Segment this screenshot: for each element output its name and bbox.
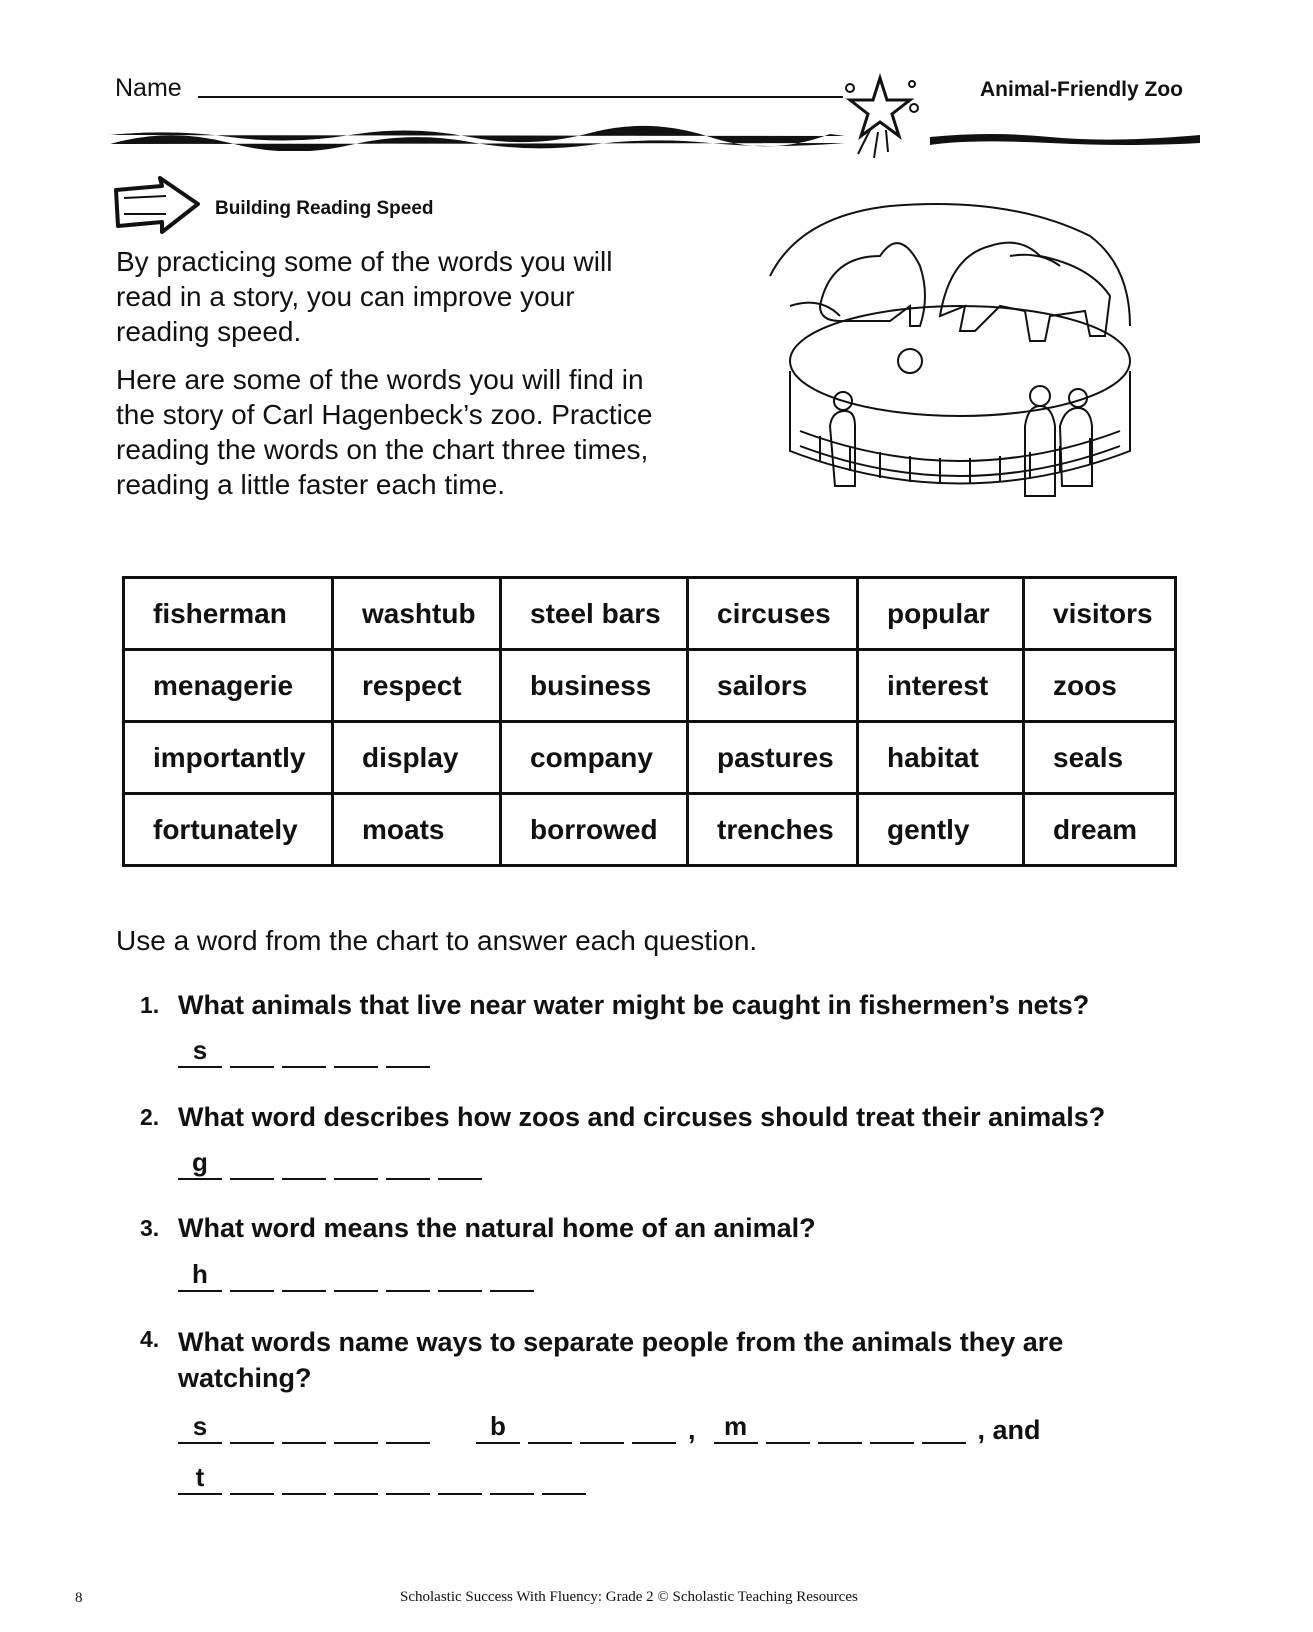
word-cell: company (501, 722, 688, 794)
word-cell: washtub (333, 578, 501, 650)
intro-paragraph-2: Here are some of the words you will find in the story of Carl Hagenbeck’s zoo. Practice reading the words on the chart three times, reading a little faster each time. (116, 364, 653, 500)
answer-blank[interactable] (230, 1036, 274, 1068)
footer-credit: Scholastic Success With Fluency: Grade 2 © Scholastic Teaching Resources (400, 1589, 858, 1605)
answer-letter: b (476, 1412, 520, 1444)
answer-blank[interactable] (230, 1260, 274, 1292)
answer-blanks[interactable] (178, 1036, 438, 1068)
word-cell: dream (1024, 794, 1176, 866)
answer-blank[interactable] (386, 1260, 430, 1292)
answer-blank[interactable] (282, 1260, 326, 1292)
answer-blank[interactable] (386, 1412, 430, 1444)
answer-letter: s (178, 1412, 222, 1444)
intro-paragraph-1: By practicing some of the words you will read in a story, you can improve your reading speed. (116, 246, 613, 347)
table-row (124, 722, 1176, 794)
answer-blank[interactable] (632, 1412, 676, 1444)
answer-blank[interactable] (922, 1412, 966, 1444)
answer-blank[interactable] (438, 1463, 482, 1495)
word-cell: habitat (858, 722, 1024, 794)
word-cell: circuses (688, 578, 858, 650)
answer-letter: t (178, 1463, 222, 1495)
word-cell: display (333, 722, 501, 794)
answer-blank[interactable] (334, 1036, 378, 1068)
word-cell: zoos (1024, 650, 1176, 722)
answer-blank[interactable] (528, 1412, 572, 1444)
answer-blank[interactable] (334, 1412, 378, 1444)
word-cell: sailors (688, 650, 858, 722)
word-cell: steel bars (501, 578, 688, 650)
answer-letter: g (178, 1148, 222, 1180)
word-cell: popular (858, 578, 1024, 650)
word-chart (122, 576, 1177, 867)
answer-letter: m (714, 1412, 758, 1444)
answer-blank[interactable] (870, 1412, 914, 1444)
worksheet-title: Animal-Friendly Zoo (980, 78, 1184, 101)
answer-blank[interactable] (282, 1036, 326, 1068)
answer-letter: s (178, 1036, 222, 1068)
answer-blank[interactable] (766, 1412, 810, 1444)
answer-blanks[interactable] (178, 1463, 594, 1495)
section-heading: Building Reading Speed (215, 198, 434, 219)
word-cell: trenches (688, 794, 858, 866)
word-cell: fisherman (124, 578, 333, 650)
answer-blank[interactable] (282, 1463, 326, 1495)
polar-bear-illustration (760, 196, 1160, 541)
name-label: Name (115, 74, 182, 102)
table-row (124, 794, 1176, 866)
answer-blank[interactable] (230, 1412, 274, 1444)
question-number: 2. (140, 1104, 160, 1130)
page-number: 8 (75, 1590, 83, 1606)
answer-blank[interactable] (386, 1463, 430, 1495)
answer-blank[interactable] (282, 1148, 326, 1180)
answer-blanks[interactable] (178, 1260, 542, 1292)
question-number: 1. (140, 992, 160, 1018)
answer-blank[interactable] (580, 1412, 624, 1444)
answer-blanks[interactable] (178, 1412, 1059, 1444)
instruction-text: Use a word from the chart to answer each question. (116, 925, 758, 956)
word-cell: importantly (124, 722, 333, 794)
answer-blanks[interactable] (178, 1148, 490, 1180)
word-cell: visitors (1024, 578, 1176, 650)
word-cell: business (501, 650, 688, 722)
word-cell: fortunately (124, 794, 333, 866)
table-row (124, 578, 1176, 650)
decorative-rule (110, 125, 1200, 151)
word-cell: menagerie (124, 650, 333, 722)
word-cell: moats (333, 794, 501, 866)
answer-blank[interactable] (334, 1260, 378, 1292)
word-cell: interest (858, 650, 1024, 722)
question-number: 4. (140, 1326, 160, 1352)
answer-blank[interactable] (818, 1412, 862, 1444)
answer-blank[interactable] (282, 1412, 326, 1444)
table-row (124, 650, 1176, 722)
question-text: What word describes how zoos and circuses should treat their animals? (178, 1102, 1106, 1132)
answer-letter: h (178, 1260, 222, 1292)
and-text: , and (977, 1415, 1041, 1445)
answer-blank[interactable] (386, 1148, 430, 1180)
question-text: What words name ways to separate people from the animals they are watching? (178, 1327, 1064, 1393)
answer-blank[interactable] (230, 1463, 274, 1495)
answer-blank[interactable] (542, 1463, 586, 1495)
question-text: What animals that live near water might be caught in fishermen’s nets? (178, 990, 1090, 1020)
arrow-icon (112, 176, 202, 236)
answer-blank[interactable] (386, 1036, 430, 1068)
comma: , (688, 1415, 696, 1445)
word-cell: respect (333, 650, 501, 722)
answer-blank[interactable] (438, 1260, 482, 1292)
name-write-line[interactable] (198, 96, 843, 98)
answer-blank[interactable] (230, 1148, 274, 1180)
answer-blank[interactable] (490, 1463, 534, 1495)
question-number: 3. (140, 1215, 160, 1241)
word-cell: gently (858, 794, 1024, 866)
answer-blank[interactable] (438, 1148, 482, 1180)
answer-blank[interactable] (334, 1148, 378, 1180)
answer-blank[interactable] (334, 1463, 378, 1495)
word-cell: borrowed (501, 794, 688, 866)
answer-blank[interactable] (490, 1260, 534, 1292)
word-cell: seals (1024, 722, 1176, 794)
word-cell: pastures (688, 722, 858, 794)
question-text: What word means the natural home of an animal? (178, 1213, 816, 1243)
